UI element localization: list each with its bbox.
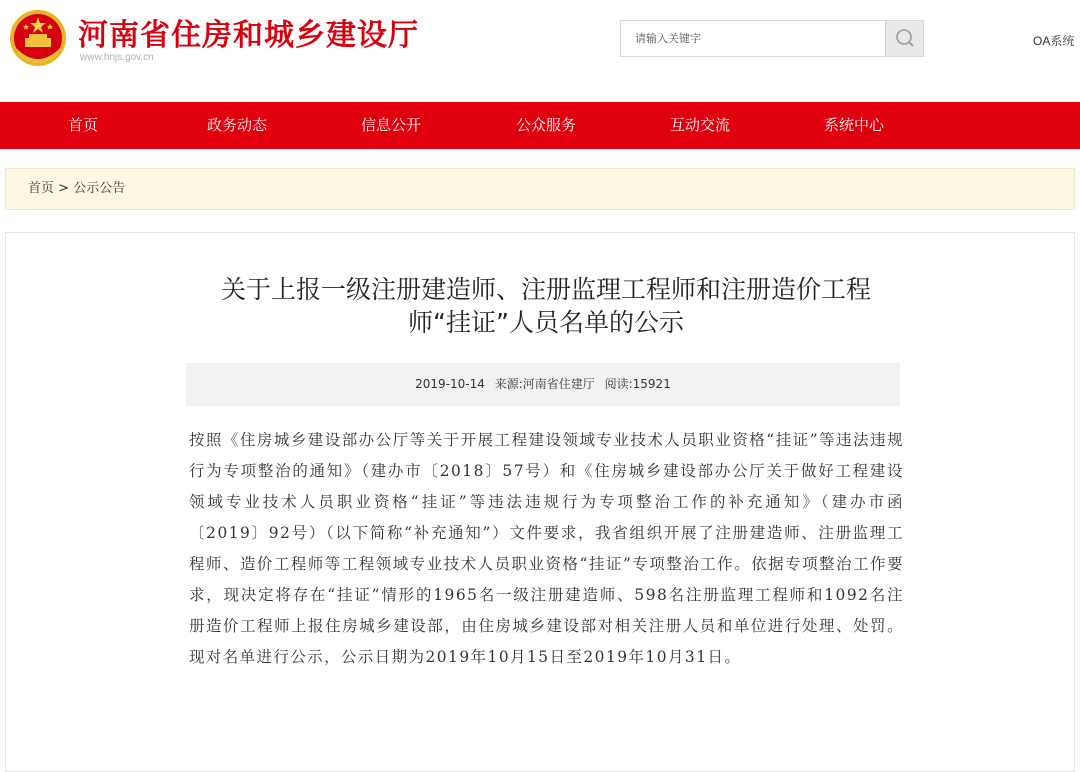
nav-item-news[interactable]: 政务动态 (206, 116, 267, 134)
article-meta (186, 363, 900, 406)
breadcrumb (5, 168, 1075, 210)
article-title (191, 273, 901, 339)
article-title-line-2: 师“挂证”人员名单的公示 (408, 308, 684, 337)
article-read-count: 阅读:15921 (604, 377, 671, 391)
site-title[interactable]: 河南省住房和城乡建设厅 (78, 18, 419, 53)
breadcrumb-current[interactable]: 公示公告 (73, 181, 126, 196)
nav-item-system-center[interactable]: 系统中心 (823, 116, 884, 134)
site-url: www.hnjs.gov.cn (80, 52, 154, 63)
nav-item-interaction[interactable]: 互动交流 (669, 116, 730, 134)
nav-item-home[interactable]: 首页 (67, 116, 98, 134)
site-header (0, 0, 1080, 100)
breadcrumb-separator: > (58, 181, 70, 196)
search-icon (886, 21, 924, 56)
article-panel (5, 232, 1075, 772)
breadcrumb-home[interactable]: 首页 (28, 181, 55, 196)
nav-item-info-disclosure[interactable]: 信息公开 (360, 116, 421, 134)
article-date: 2019-10-14 (415, 377, 485, 391)
article-title-line-1: 关于上报一级注册建造师、注册监理工程师和注册造价工程 (220, 275, 871, 304)
oa-system-link[interactable]: OA系统 (1033, 34, 1075, 48)
national-emblem-icon (8, 8, 68, 68)
main-nav (0, 102, 1080, 149)
nav-item-public-service[interactable]: 公众服务 (515, 116, 576, 134)
search-box (620, 20, 924, 57)
search-input[interactable] (621, 21, 885, 56)
article-body: 按照《住房城乡建设部办公厅等关于开展工程建设领域专业技术人员职业资格“挂证”等违法违规行为专项整治的通知》（建办市〔2018〕57号）和《住房城乡建设部办公厅关于做好工程建设领域专业技术人员职业资格“挂证”等违法违规行为专项整治工作的补充通知》（建办市函〔2019〕92号）（以下简称“补充通知”）文件要求，我省组织开展了注册建造师、注册监理工程师、造价工程师等工程领域专业技术人员职业资格“挂证”专项整治工作。依据专项整治工作要求，现决定将存在“挂证”情形的1965名一级注册建造师、598名注册监理工程师和1092名注册造价工程师上报住房城乡建设部，由住房城乡建设部对相关注册人员和单位进行处理、处罚。现对名单进行公示，公示日期为2019年10月15日至2019年10月31日。 (189, 431, 904, 666)
search-button[interactable] (885, 21, 923, 56)
article-source: 来源:河南省住建厅 (494, 377, 595, 391)
